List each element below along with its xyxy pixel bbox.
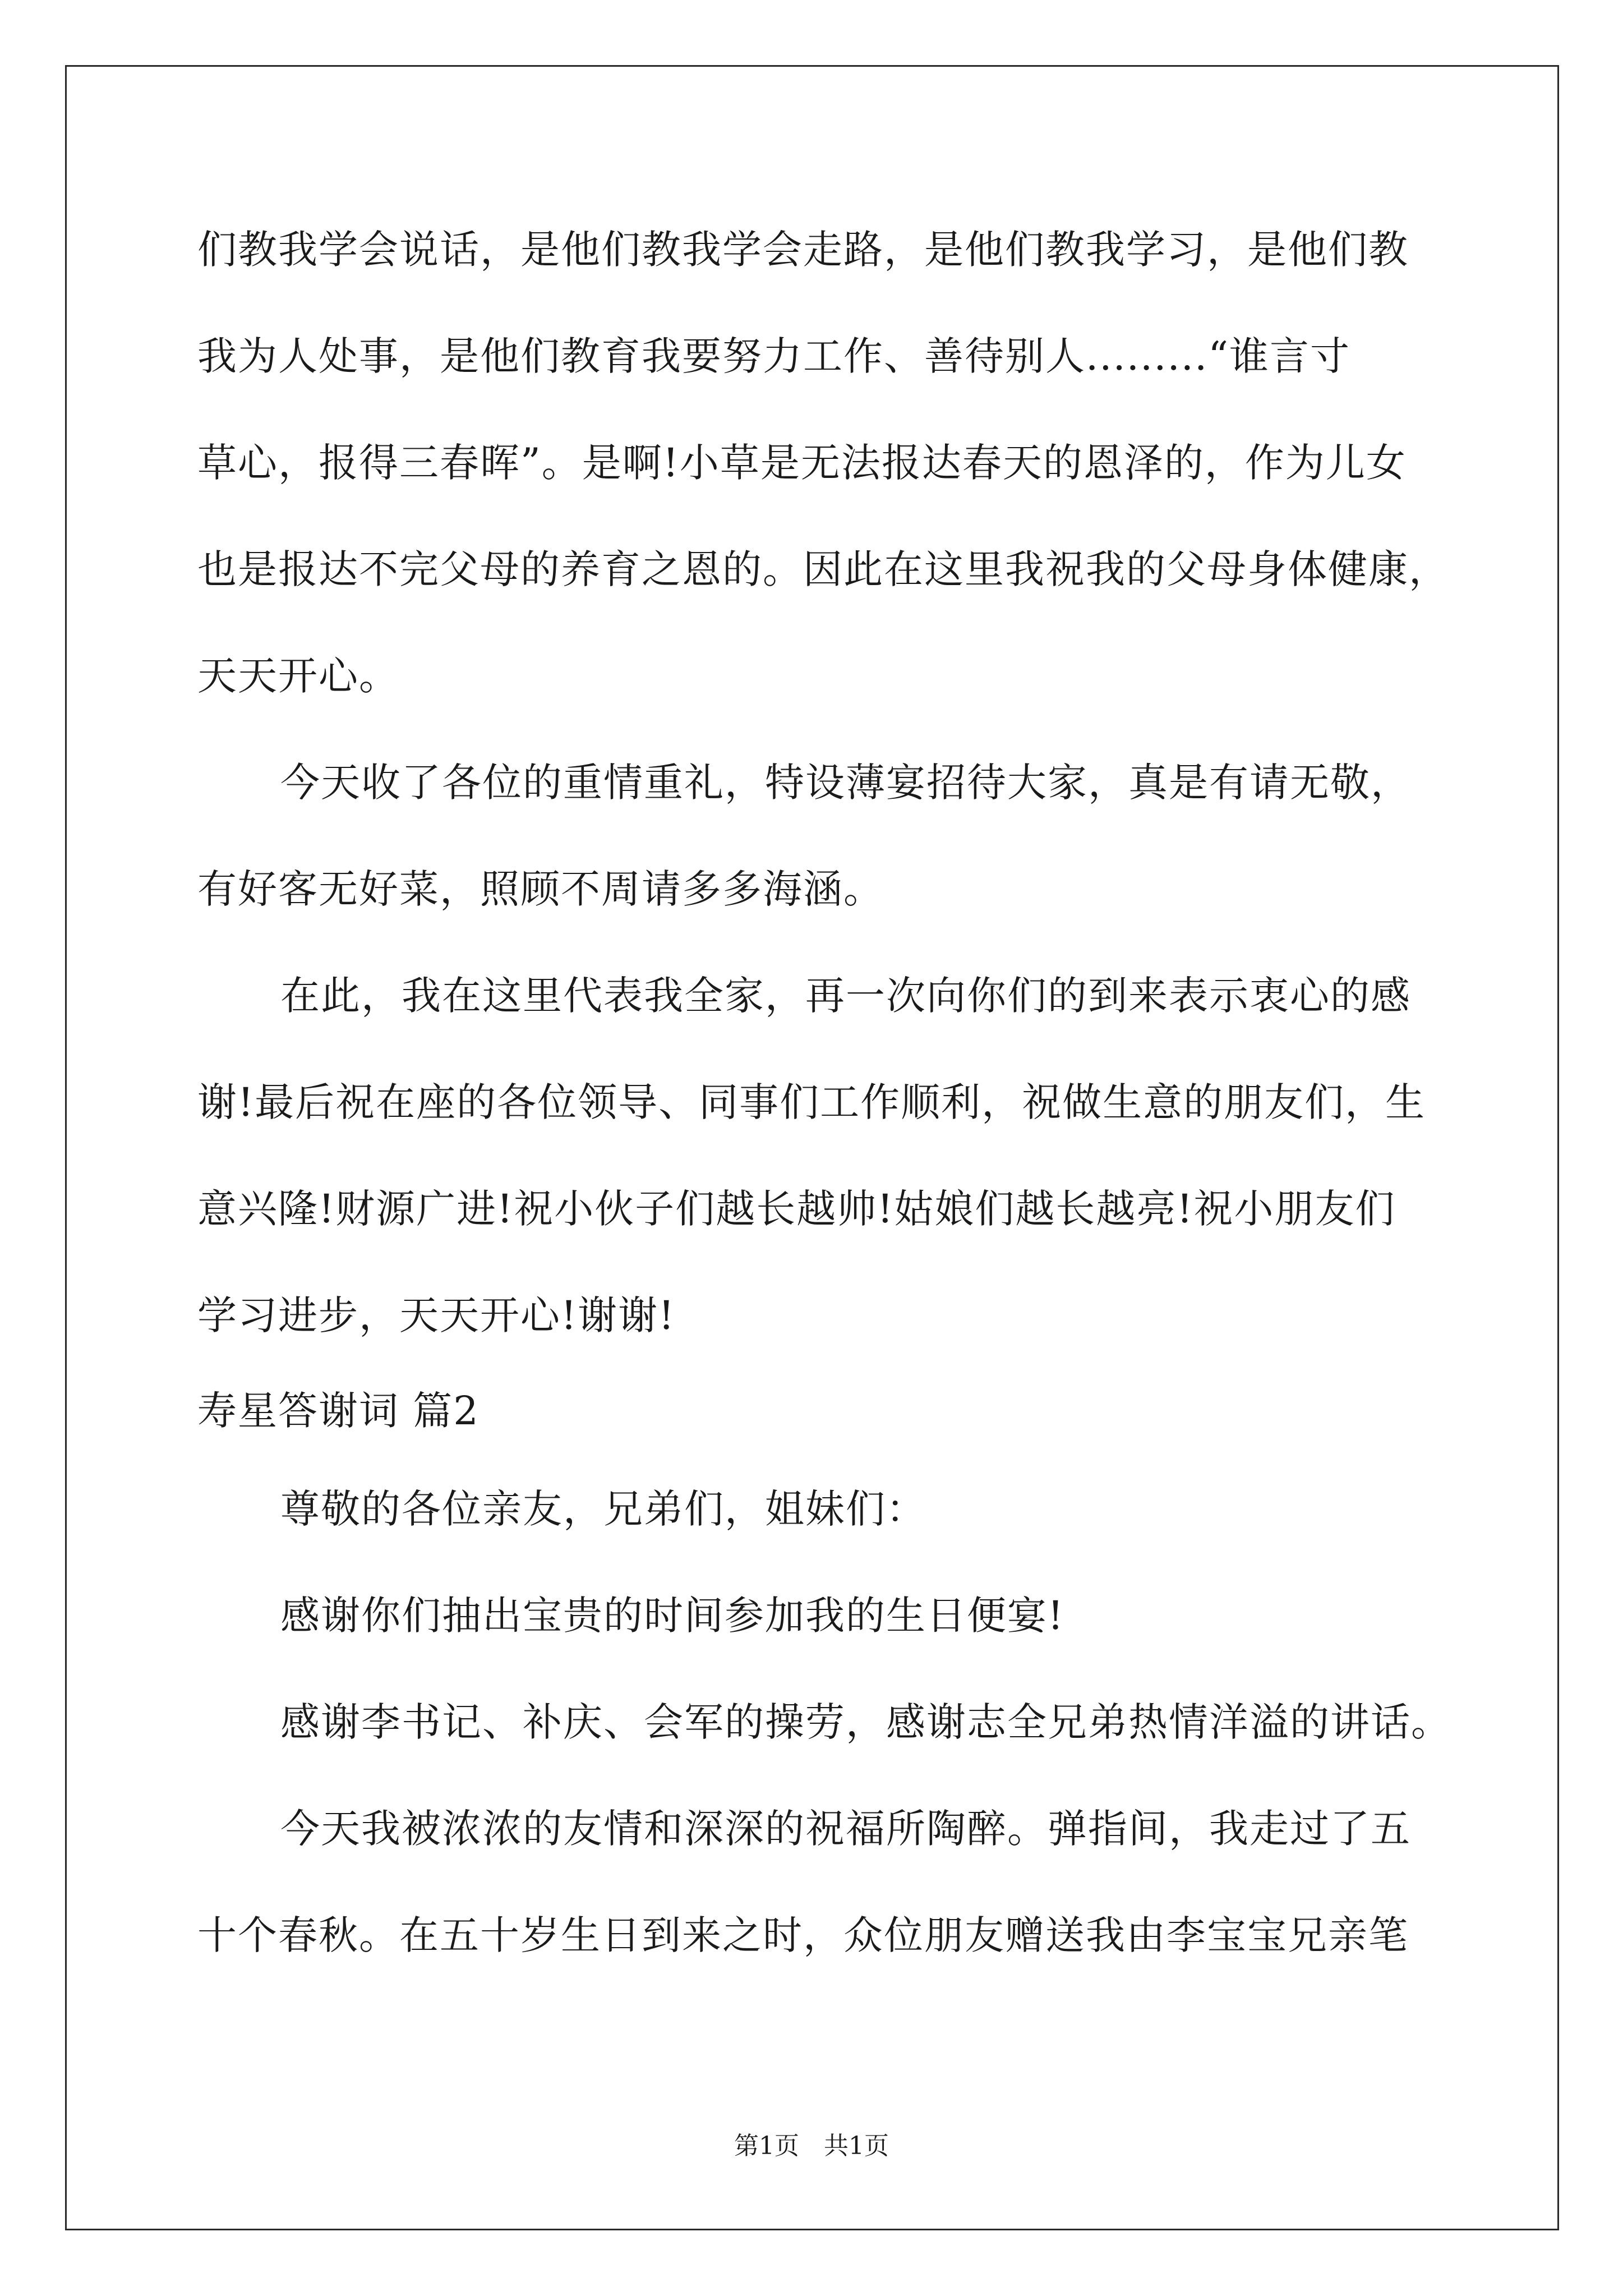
- text-line: 有好客无好菜，照顾不周请多多海涵。: [197, 866, 884, 912]
- text-line: 也是报达不完父母的养育之恩的。因此在这里我祝我的父母身体健康，: [197, 546, 1449, 592]
- paragraph-start: 在此，我在这里代表我全家，再一次向你们的到来表示衷心的感: [280, 973, 1411, 1019]
- page-border: [65, 65, 1559, 2230]
- text-line: 草心，报得三春晖”。是啊!小草是无法报达春天的恩泽的，作为儿女: [197, 440, 1407, 486]
- text-line: 学习进步，天天开心!谢谢!: [197, 1292, 676, 1338]
- paragraph-start: 感谢李书记、补庆、会军的操劳，感谢志全兄弟热情洋溢的讲话。: [280, 1699, 1451, 1745]
- paragraph-start: 今天收了各位的重情重礼，特设薄宴招待大家，真是有请无敬，: [280, 760, 1411, 806]
- paragraph-start: 感谢你们抽出宝贵的时间参加我的生日便宴!: [280, 1593, 1065, 1639]
- text-line: 谢!最后祝在座的各位领导、同事们工作顺利，祝做生意的朋友们，生: [197, 1079, 1426, 1125]
- paragraph-start: 今天我被浓浓的友情和深深的祝福所陶醉。弹指间，我走过了五: [280, 1806, 1411, 1852]
- text-line: 我为人处事，是他们教育我要努力工作、善待别人.........“谁言寸: [197, 333, 1351, 379]
- text-line: 十个春秋。在五十岁生日到来之时，众位朋友赠送我由李宝宝兄亲笔: [197, 1912, 1409, 1958]
- text-line: 天天开心。: [197, 653, 399, 699]
- salutation: 尊敬的各位亲友，兄弟们，姐妹们：: [280, 1486, 926, 1532]
- text-line: 意兴隆!财源广进!祝小伙子们越长越帅!姑娘们越长越亮!祝小朋友们: [197, 1186, 1396, 1232]
- page-number-footer: 第1页 共1页: [734, 2132, 889, 2160]
- text-line: 们教我学会说话，是他们教我学会走路，是他们教我学习，是他们教: [197, 227, 1409, 273]
- section-heading: 寿星答谢词 篇2: [197, 1388, 479, 1434]
